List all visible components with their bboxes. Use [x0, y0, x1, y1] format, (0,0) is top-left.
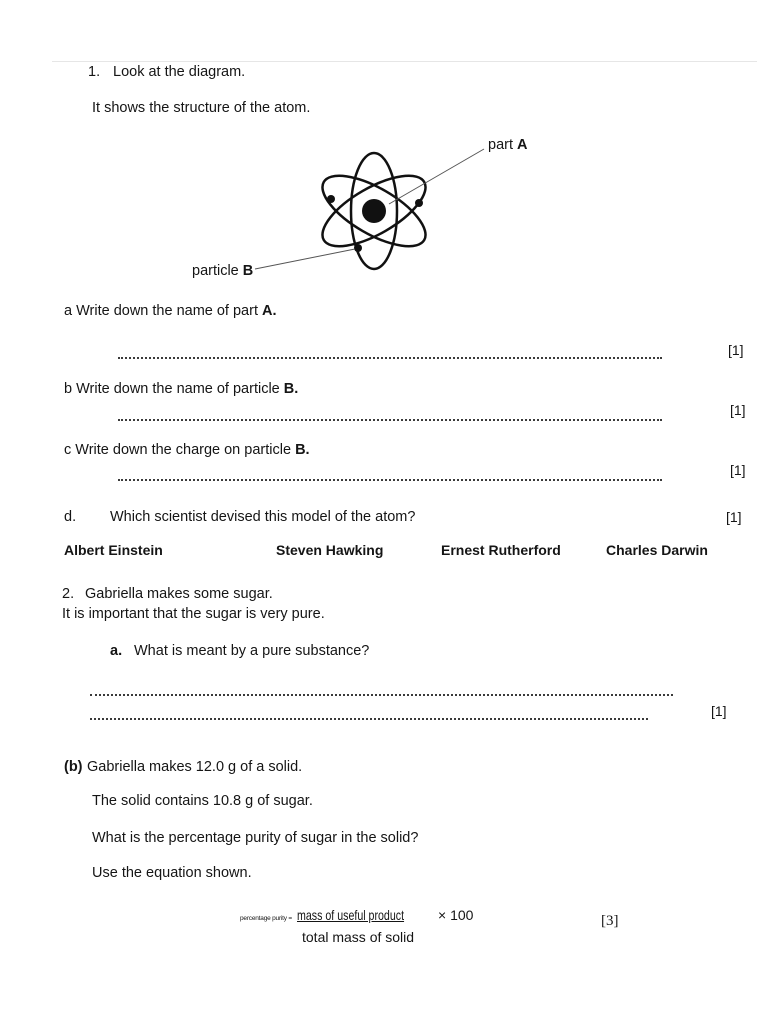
- particle-b-label-text: particle: [192, 263, 239, 279]
- question-1c: [64, 441, 310, 459]
- electron-orbit-tilted-right: [312, 162, 435, 260]
- marks-1c: [1]: [730, 462, 746, 478]
- question-1c-text: c Write down the charge on particle: [64, 442, 292, 458]
- question-1-instruction: Look at the diagram.: [113, 64, 246, 80]
- equation-numerator: mass of useful product: [297, 907, 405, 923]
- question-1d-label: d.: [64, 509, 77, 525]
- option-scientist-1: Albert Einstein: [64, 542, 163, 558]
- equation-denominator: total mass of solid: [302, 929, 415, 945]
- question-1-number: 1.: [88, 64, 101, 80]
- answer-line-2a-1: [90, 694, 673, 696]
- question-2b-label: (b): [64, 759, 83, 775]
- particle-b-label: [192, 262, 253, 280]
- electron-orbit-tilted-left: [312, 162, 435, 260]
- question-1a-text: a Write down the name of part: [64, 303, 258, 319]
- question-1a: [64, 302, 277, 320]
- answer-line-2a-2: [90, 718, 648, 720]
- part-a-leader-line: [389, 149, 484, 204]
- electron-left: [327, 195, 335, 203]
- equation-lhs: percentage purity =: [240, 915, 293, 922]
- marks-2a: [1]: [711, 703, 727, 719]
- question-1b-text: b Write down the name of particle: [64, 381, 280, 397]
- marks-1b: [1]: [730, 402, 746, 418]
- question-2-number: 2.: [62, 586, 75, 602]
- particle-b-label-letter: B: [242, 263, 254, 279]
- part-a-label-letter: A: [517, 137, 528, 153]
- question-1-description: It shows the structure of the atom.: [92, 100, 311, 116]
- answer-line-1c: [118, 479, 662, 481]
- option-scientist-4: Charles Darwin: [606, 542, 708, 558]
- equation-multiplier: × 100: [438, 907, 474, 923]
- question-1b-emphasis: B.: [283, 381, 299, 397]
- question-2b-line-4: Use the equation shown.: [92, 865, 252, 881]
- question-2-intro-line-2: It is important that the sugar is very pure.: [62, 606, 325, 622]
- part-a-label: [488, 136, 528, 154]
- question-2b-line-2: The solid contains 10.8 g of sugar.: [92, 793, 313, 809]
- marks-1a: [1]: [728, 342, 744, 358]
- answer-line-1b: [118, 419, 662, 421]
- nucleus: [362, 199, 386, 223]
- marks-2b: [3]: [601, 913, 619, 929]
- question-2b-line-3: What is the percentage purity of sugar in the solid?: [92, 830, 419, 846]
- question-2b-text: Gabriella makes 12.0 g of a solid.: [87, 759, 303, 775]
- option-scientist-3: Ernest Rutherford: [441, 542, 561, 558]
- question-1d-text: Which scientist devised this model of the atom?: [110, 509, 416, 525]
- question-1c-emphasis: B.: [295, 442, 310, 458]
- question-2-intro-line-1: Gabriella makes some sugar.: [85, 586, 273, 602]
- electron-orbit-vertical: [351, 153, 397, 269]
- answer-line-1a: [118, 357, 662, 359]
- part-a-label-text: part: [488, 137, 513, 153]
- electron-bottom: [354, 244, 362, 252]
- page-top-rule: [52, 61, 757, 62]
- marks-1d: [1]: [726, 509, 742, 525]
- electron-right: [415, 199, 423, 207]
- question-2a-text: What is meant by a pure substance?: [134, 643, 370, 659]
- option-scientist-2: Steven Hawking: [276, 542, 384, 558]
- question-1a-emphasis: A.: [262, 303, 277, 319]
- question-2a-label: a.: [110, 643, 123, 659]
- question-1b: [64, 380, 298, 398]
- particle-b-leader-line: [255, 249, 355, 269]
